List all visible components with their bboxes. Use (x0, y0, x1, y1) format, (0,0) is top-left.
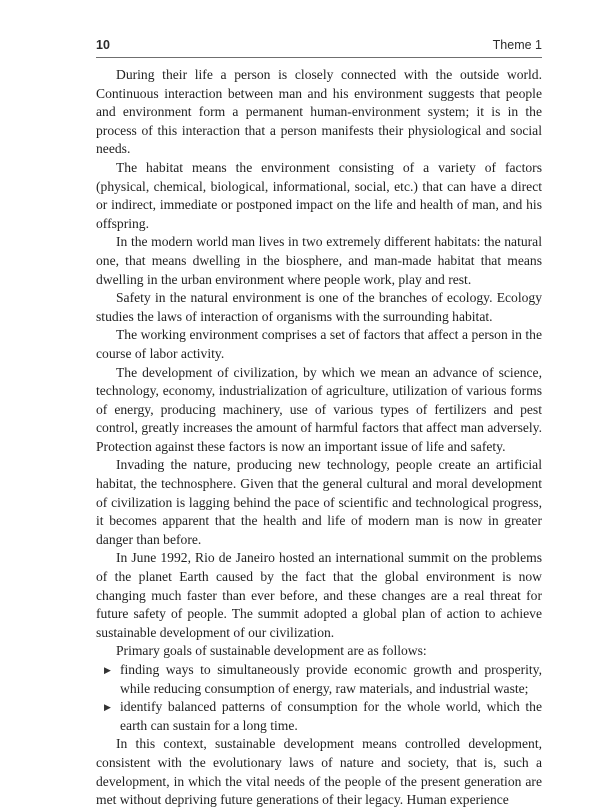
list-item (96, 661, 542, 698)
bullet-triangle-icon: ▶ (104, 702, 111, 713)
goals-list (96, 661, 542, 735)
theme-label: Theme 1 (492, 38, 542, 52)
list-item-text: identify balanced patterns of consumption for the whole world, which the earth can sustain for a long time. (120, 699, 542, 733)
paragraph: Primary goals of sustainable development are as follows: (116, 643, 427, 659)
header-rule (96, 57, 542, 58)
body-text (96, 66, 542, 810)
page-number: 10 (96, 38, 110, 52)
paragraph: In June 1992, Rio de Janeiro hosted an international summit on the problems of the planet Earth caused by the fact that the global environment is now changing much faster than ever before, and these changes are a real threat for future safety of people. The summit adopted a global plan of action to achieve sustainable development of our civilization. (96, 550, 542, 640)
list-item (96, 698, 542, 735)
paragraph: During their life a person is closely connected with the outside world. Continuous interaction between man and his environment suggests that people and environment form a permanent human-environment system; it is in the process of this interaction that a person manifests their physiological and social needs. (96, 67, 542, 157)
paragraph: The habitat means the environment consisting of a variety of factors (physical, chemical, biological, informational, social, etc.) that can have a direct or indirect, immediate or postponed impact on the life and health of man, and his offspring. (96, 159, 542, 231)
paragraph: Invading the nature, producing new technology, people create an artificial habitat, the technosphere. Given that the general cultural and moral development of civilization is lagging behind the pace of scientific and technological progress, it becomes apparent that the health and life of modern man is now in greater danger than before. (96, 457, 542, 547)
paragraph: The working environment comprises a set of factors that affect a person in the course of labor activity. (96, 327, 542, 361)
paragraph: The development of civilization, by which we mean an advance of science, technology, economy, industrialization of agriculture, utilization of various forms of energy, producing machinery, use of various types of fertilizers and pest control, greatly increases the amount of harmful factors that affect man adversely. Protection against these factors is now an important issue of life and safety. (96, 364, 542, 454)
paragraph: In the modern world man lives in two extremely different habitats: the natural one, that means dwelling in the biosphere, and man-made habitat that means dwelling in the urban environment where people work, play and rest. (96, 234, 542, 287)
paragraph: Safety in the natural environment is one of the branches of ecology. Ecology studies the laws of interaction of organisms with the surrounding habitat. (96, 290, 542, 324)
paragraph: In this context, sustainable development means controlled development, consistent with the evolutionary laws of nature and society, that is, such a development, in which the vital needs of the people of the present generation are met without depriving future generations of their legacy. Human experience (96, 736, 542, 808)
bullet-triangle-icon: ▶ (104, 665, 111, 675)
list-item-text: finding ways to simultaneously provide economic growth and prosperity, while reducing consumption of energy, raw materials, and industrial waste; (120, 662, 542, 696)
